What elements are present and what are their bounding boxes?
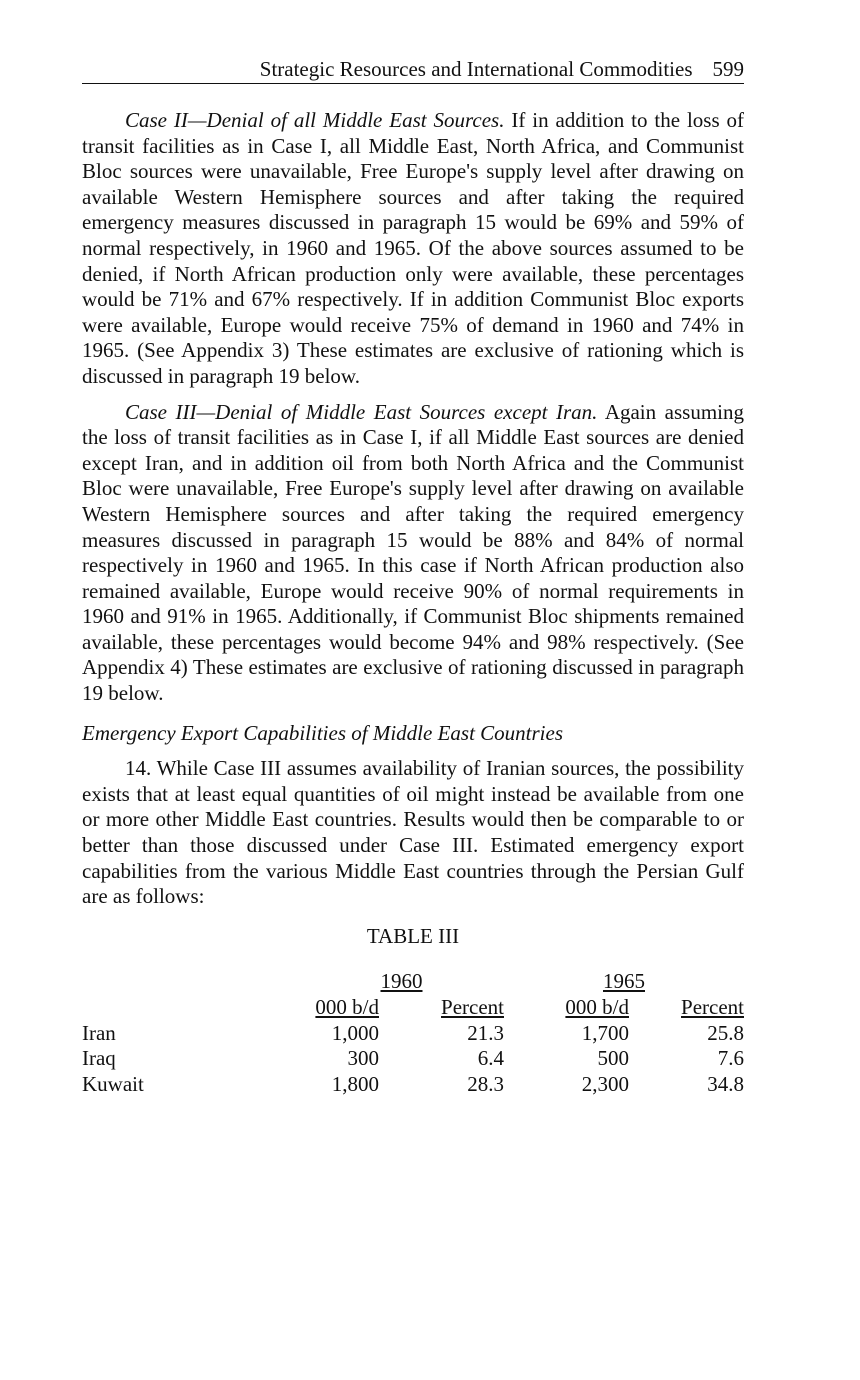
cell-b1960: 300: [347, 1046, 379, 1071]
year-1960-header: 1960: [380, 969, 423, 994]
col-header-percent-1965: Percent: [681, 995, 744, 1019]
cell-b1965: 500: [597, 1046, 629, 1071]
section-heading: Emergency Export Capabilities of Middle East Countries: [82, 720, 563, 745]
table-row: [82, 1072, 744, 1098]
page-number: 599: [712, 57, 744, 81]
cell-country: Iran: [82, 1020, 116, 1045]
col-header-units-1960: 000 b/d: [315, 995, 379, 1019]
running-header: [82, 56, 744, 84]
paragraph-14: 14. While Case III assumes availability of Iranian sources, the possibility exists that at least equal quantities of oil might instead be available from one or more other Middle East countries. Results would then be comparable to or better than those discussed under Case III. Estimated emergency export capabilities from the various Middle East countries through the Persian Gulf are as follows:: [82, 756, 744, 909]
cell-b1960: 1,000: [331, 1020, 379, 1045]
cell-country: Kuwait: [82, 1071, 144, 1096]
cell-country: Iraq: [82, 1046, 116, 1071]
case2-heading: Case II—Denial of all Middle East Sources.: [125, 108, 505, 132]
case3-paragraph: [82, 400, 744, 707]
cell-b1965: 1,700: [581, 1020, 629, 1045]
cell-p1965: 7.6: [717, 1046, 744, 1071]
table-column-header-row: [82, 995, 744, 1021]
case2-text: If in addition to the loss of transit facilities as in Case I, all Middle East, North Africa, and Communist Bloc sources were unavailable, Free Europe's supply level after drawing on available Western Hemisphere sources and after taking the required emergency measures discussed in paragraph 15 would be 69% and 59% of normal respectively, in 1960 and 1965. Of the above sources assumed to be denied, if North African production only were available, these percentages would be 71% and 67% respectively. If in addition Communist Bloc exports were available, Europe would receive 75% of demand in 1960 and 74% in 1965. (See Appendix 3) These estimates are exclusive of rationing which is discussed in paragraph 19 below.: [82, 108, 745, 388]
year-1965-header: 1965: [603, 969, 645, 994]
table-caption: TABLE III: [366, 923, 460, 948]
case3-heading: Case III—Denial of Middle East Sources except Iran.: [125, 399, 598, 424]
table-row: [82, 1046, 744, 1072]
page-body: [82, 108, 744, 1097]
cell-p1960: 28.3: [467, 1071, 504, 1096]
cell-p1965: 34.8: [707, 1071, 744, 1096]
cell-p1965: 25.8: [707, 1020, 744, 1045]
cell-p1960: 21.3: [467, 1020, 504, 1045]
cell-b1965: 2,300: [581, 1071, 629, 1096]
cell-b1960: 1,800: [331, 1071, 379, 1096]
header-title: Strategic Resources and International Commodities: [259, 57, 693, 81]
case2-paragraph: [82, 108, 744, 390]
cell-p1960: 6.4: [477, 1046, 504, 1071]
export-capabilities-table: [82, 969, 744, 1097]
col-header-units-1965: 000 b/d: [565, 995, 629, 1019]
col-header-percent-1960: Percent: [441, 995, 504, 1019]
case3-text: Again assuming the loss of transit facilities as in Case I, if all Middle East sources are denied except Iran, and in addition oil from both North Africa and the Communist Bloc were unavailable, Free Europe's supply level after drawing on available Western Hemisphere sources and after taking the required emergency measures discussed in paragraph 15 would be 88% and 84% of normal respectively in 1960 and 1965. In this case if North African production also remained available, Europe would receive 90% of normal requirements in 1960 and 91% in 1965. Additionally, if Communist Bloc shipments remained available, these percentages would become 94% and 98% respectively. (See Appendix 4) These estimates are exclusive of rationing discussed in paragraph 19 below.: [82, 399, 745, 706]
table-year-header-row: [82, 969, 744, 995]
table-row: [82, 1021, 744, 1047]
